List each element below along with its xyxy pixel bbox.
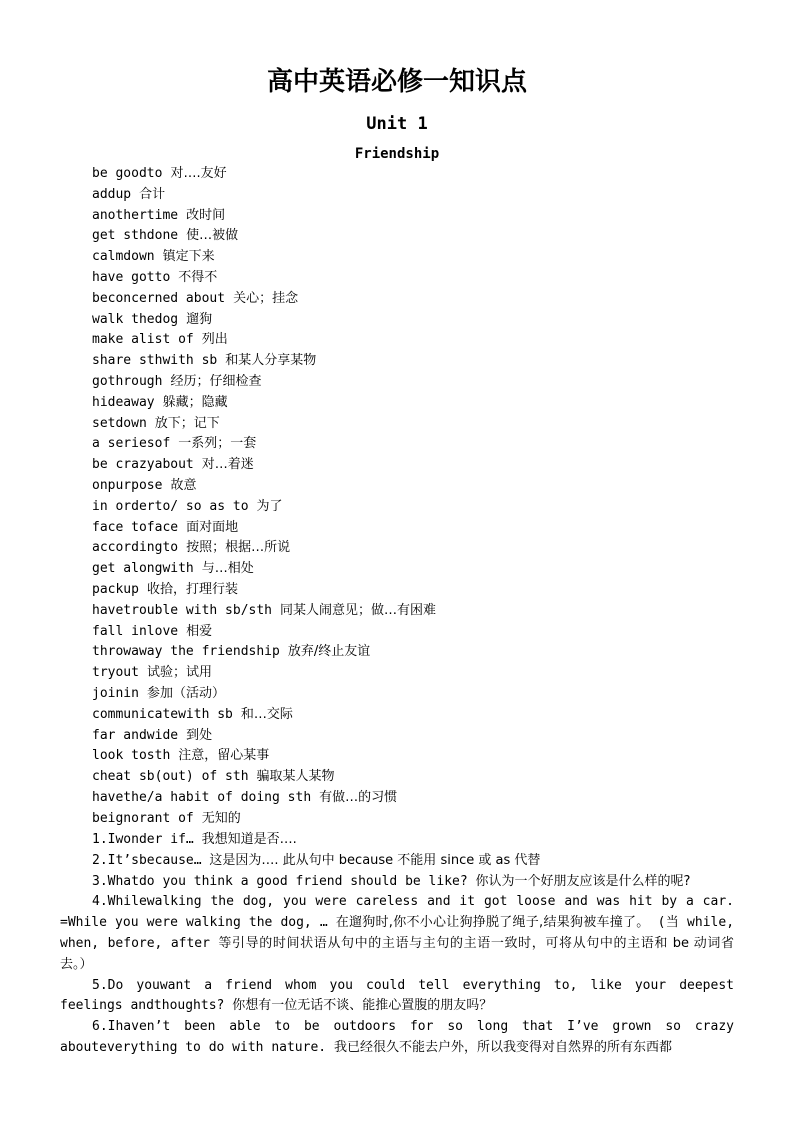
vocab-item: [92, 330, 742, 351]
vocab-phrase: setdown: [92, 415, 147, 431]
vocabulary-list: [92, 164, 742, 830]
vocab-item: [92, 310, 742, 331]
vocab-phrase: look tosth: [92, 748, 171, 764]
vocab-meaning: 对….友好: [170, 166, 227, 181]
vocab-phrase: beignorant of: [92, 810, 194, 826]
vocab-meaning: 列出: [201, 332, 228, 348]
vocab-item: [92, 351, 742, 372]
vocab-phrase: accordingto: [92, 540, 179, 556]
vocab-meaning: 使…被做: [186, 228, 239, 244]
vocab-item: [92, 642, 742, 663]
sentence-item: [60, 851, 734, 872]
vocab-item: [92, 185, 742, 206]
sentence-translation: 在遛狗时,你不小心让狗挣脱了绳子,结果狗被车撞了。: [335, 915, 650, 931]
vocab-item: [92, 206, 742, 227]
vocab-meaning: 和某人分享某物: [225, 353, 317, 369]
sentence-item: [60, 830, 734, 851]
vocab-item: [92, 518, 742, 539]
vocab-meaning: 经历；仔细检查: [170, 373, 262, 389]
vocab-item: [92, 455, 742, 476]
vocab-phrase: share sthwith sb: [92, 353, 218, 369]
vocab-meaning: 镇定下来: [162, 249, 215, 265]
vocab-meaning: 合计: [139, 186, 166, 202]
vocab-phrase: addup: [92, 186, 132, 202]
vocab-item: [92, 601, 742, 622]
vocab-phrase: get alongwith: [92, 561, 194, 577]
sentence-text: 2.It’sbecause…: [92, 852, 202, 868]
vocab-meaning: 关心；挂念: [233, 290, 299, 306]
vocab-phrase: anothertime: [92, 207, 179, 223]
vocab-item: [92, 226, 742, 247]
vocab-item: [92, 746, 742, 767]
vocab-item: [92, 164, 742, 185]
vocab-phrase: onpurpose: [92, 477, 163, 493]
vocab-item: [92, 622, 742, 643]
vocab-phrase: get sthdone: [92, 228, 179, 244]
vocab-meaning: 放下；记下: [154, 415, 220, 431]
vocab-phrase: gothrough: [92, 373, 163, 389]
vocab-meaning: 同某人闹意见；做…有困难: [280, 602, 437, 618]
vocab-meaning: 试验；试用: [146, 665, 212, 681]
vocab-meaning: 收拾，打理行装: [146, 581, 238, 597]
vocab-phrase: cheat sb(out) of sth: [92, 769, 249, 785]
vocab-phrase: calmdown: [92, 249, 155, 265]
vocab-meaning: 与…相处: [201, 561, 254, 577]
sentence-item: [60, 892, 734, 975]
vocab-item: [92, 705, 742, 726]
vocab-phrase: beconcerned about: [92, 290, 226, 306]
vocab-phrase: have gotto: [92, 269, 171, 285]
sentence-translation: 这是因为…. 此从句中 because 不能用 since 或 as 代替: [209, 852, 541, 868]
vocab-meaning: 面对面地: [186, 519, 239, 535]
vocab-phrase: be goodto: [92, 166, 163, 181]
vocab-phrase: hideaway: [92, 394, 155, 410]
unit-subtitle: Friendship: [354, 146, 440, 162]
vocab-meaning: 骗取某人某物: [256, 769, 335, 785]
vocab-phrase: packup: [92, 581, 139, 597]
vocab-meaning: 遛狗: [186, 311, 213, 327]
vocab-meaning: 有做…的习惯: [319, 789, 398, 805]
vocab-phrase: tryout: [92, 665, 139, 681]
vocab-phrase: havethe/a habit of doing sth: [92, 789, 312, 805]
vocab-item: [92, 726, 742, 747]
vocab-meaning: 注意，留心某事: [178, 748, 270, 764]
vocab-item: [92, 393, 742, 414]
sentence-translation: 你认为一个好朋友应该是什么样的呢?: [475, 873, 691, 889]
vocab-meaning: 无知的: [201, 810, 241, 826]
vocab-phrase: havetrouble with sb/sth: [92, 602, 273, 618]
sentence-text: (当 while, when, before, after: [60, 915, 735, 951]
sentence-notes: [60, 830, 734, 1059]
vocab-item: [92, 788, 742, 809]
sentence-text: 5.Do youwant a friend whom you could tell everything to, like your deepest feelings andthoughts?: [60, 977, 734, 1014]
sentence-text: 6.Ihaven’t been able to be outdoors for so long that I’ve grown so crazy abouteverything to do with nature.: [60, 1019, 734, 1055]
vocab-meaning: 对…着迷: [201, 457, 254, 473]
vocab-phrase: fall inlove: [92, 623, 179, 639]
vocab-item: [92, 372, 742, 393]
vocab-phrase: throwaway the friendship: [92, 644, 280, 660]
vocab-phrase: in orderto/ so as to: [92, 498, 249, 514]
vocab-meaning: 到处: [186, 727, 213, 743]
vocab-phrase: face toface: [92, 519, 179, 535]
sentence-translation: 你想有一位无话不谈、能推心置腹的朋友吗？: [232, 998, 493, 1014]
vocab-meaning: 为了: [256, 498, 283, 514]
vocab-item: [92, 538, 742, 559]
sentence-translation: 我已经很久不能去户外，所以我变得对自然界的所有东西都: [333, 1039, 672, 1055]
vocab-phrase: be crazyabout: [92, 457, 194, 473]
unit-heading: Unit 1: [366, 114, 428, 134]
vocab-item: [92, 767, 742, 788]
vocab-item: [92, 497, 742, 518]
sentence-item: [60, 1017, 734, 1059]
vocab-item: [92, 414, 742, 435]
vocab-meaning: 改时间: [186, 207, 226, 223]
vocab-phrase: joinin: [92, 685, 139, 701]
sentence-item: [60, 872, 734, 893]
document-title: 高中英语必修一知识点: [266, 67, 527, 97]
vocab-item: [92, 268, 742, 289]
sentence-text: 4.Whilewalking the dog, you were careless and it got loose and was hit by a car. =While you were walking the dog, …: [60, 894, 734, 931]
vocab-meaning: 相爱: [186, 623, 213, 639]
vocab-item: [92, 434, 742, 455]
sentence-item: [60, 976, 734, 1018]
sentence-translation: 我想知道是否….: [201, 832, 297, 847]
vocab-phrase: a seriesof: [92, 436, 171, 452]
vocab-item: [92, 476, 742, 497]
vocab-item: [92, 559, 742, 580]
vocab-meaning: 躲藏；隐藏: [162, 394, 228, 410]
vocab-meaning: 不得不: [178, 269, 218, 285]
vocab-item: [92, 247, 742, 268]
vocab-meaning: 按照；根据…所说: [186, 540, 291, 556]
vocab-item: [92, 289, 742, 310]
vocab-item: [92, 663, 742, 684]
vocab-meaning: 一系列；一套: [178, 436, 257, 452]
vocab-meaning: 放弃/终止友谊: [287, 644, 371, 660]
vocab-phrase: communicatewith sb: [92, 706, 233, 722]
vocab-meaning: 和…交际: [240, 706, 293, 722]
vocab-phrase: far andwide: [92, 727, 179, 743]
vocab-phrase: make alist of: [92, 332, 194, 348]
sentence-text: 1.Iwonder if…: [92, 832, 194, 847]
sentence-translation: 等引导的时间状语从句中的主语与主句的主语一致时，可将从句中的主语和 be 动词省去。）: [60, 935, 735, 972]
vocab-meaning: 参加（活动）: [146, 685, 225, 701]
vocab-item: [92, 809, 742, 830]
sentence-text: 3.Whatdo you think a good friend should be like?: [92, 873, 468, 889]
vocab-phrase: walk thedog: [92, 311, 179, 327]
vocab-item: [92, 580, 742, 601]
vocab-meaning: 故意: [170, 477, 197, 493]
vocab-item: [92, 684, 742, 705]
